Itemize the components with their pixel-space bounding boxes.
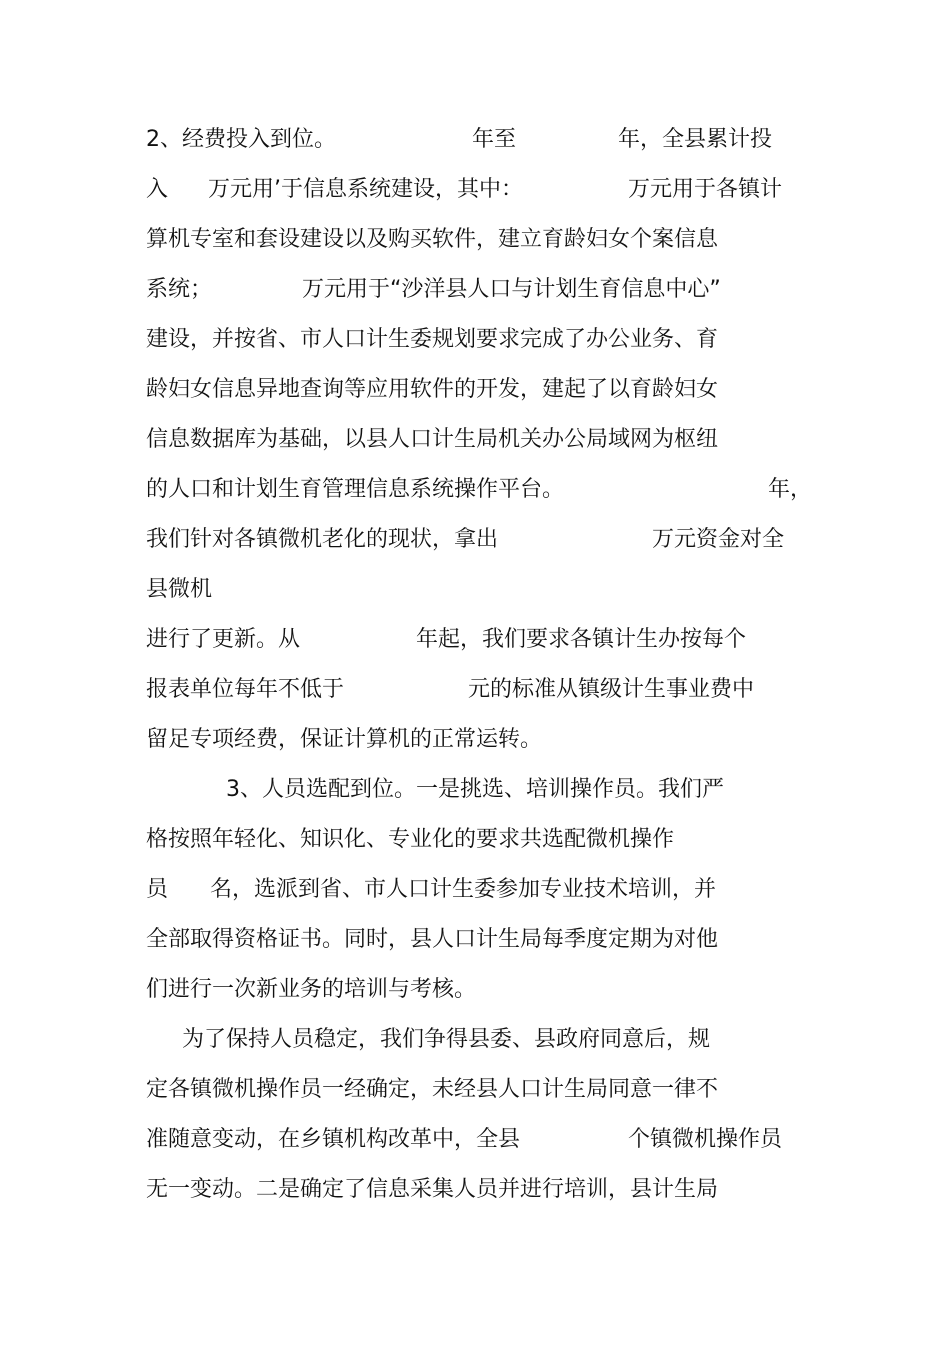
- text-segment: 报表单位每年不低于: [146, 677, 345, 702]
- text-segment: 万元资金对全: [652, 527, 785, 552]
- text-segment: 元的标准从镇级计生事业费中: [468, 677, 755, 702]
- text-segment: 年至: [472, 127, 517, 152]
- text-segment: 年起，我们要求各镇计生办按每个: [416, 627, 747, 652]
- text-segment: 格按照年轻化、知识化、专业化的要求共选配微机操作: [146, 827, 675, 852]
- text-segment: 年，全县累计投: [618, 127, 773, 152]
- text-segment: 全部取得资格证书。同时，县人口计生局每季度定期为对他: [146, 927, 719, 952]
- text-segment: 们进行一次新业务的培训与考核。: [146, 977, 477, 1002]
- text-segment: 系统；: [146, 277, 213, 302]
- text-segment: 算机专室和套设建设以及购买软件，建立育龄妇女个案信息: [146, 227, 719, 252]
- text-segment: 入: [146, 177, 169, 202]
- text-segment: 建设，并按省、市人口计生委规划要求完成了办公业务、育: [146, 327, 719, 352]
- text-segment: 县微机: [146, 577, 213, 602]
- text-segment: 万元用于“沙洋县人口与计划生育信息中心”: [302, 277, 721, 302]
- text-segment: 个镇微机操作员: [628, 1127, 783, 1152]
- text-segment: 年，: [768, 477, 813, 502]
- text-segment: 定各镇微机操作员一经确定，未经县人口计生局同意一律不: [146, 1077, 719, 1102]
- text-segment: 2、经费投入到位。: [146, 127, 336, 152]
- text-segment: 无一变动。二是确定了信息采集人员并进行培训，县计生局: [146, 1177, 719, 1202]
- text-segment: 准随意变动，在乡镇机构改革中，全县: [146, 1127, 521, 1152]
- text-segment: 为了保持人员稳定，我们争得县委、县政府同意后，规: [182, 1027, 711, 1052]
- text-segment: 留足专项经费，保证计算机的正常运转。: [146, 727, 543, 752]
- text-segment: 3、人员选配到位。一是挑选、培训操作员。我们严: [226, 777, 724, 802]
- text-segment: 我们针对各镇微机老化的现状，拿出: [146, 527, 499, 552]
- text-segment: 信息数据库为基础，以县人口计生局机关办公局域网为枢纽: [146, 427, 719, 452]
- text-segment: 的人口和计划生育管理信息系统操作平台。: [146, 477, 565, 502]
- text-segment: 名，选派到省、市人口计生委参加专业技术培训，并: [210, 877, 717, 902]
- text-segment: 员: [146, 877, 169, 902]
- text-segment: 进行了更新。从: [146, 627, 301, 652]
- text-segment: 龄妇女信息异地查询等应用软件的开发，建起了以育龄妇女: [146, 377, 719, 402]
- text-segment: 万元用’于信息系统建设，其中：: [208, 177, 523, 202]
- text-segment: 万元用于各镇计: [628, 177, 783, 202]
